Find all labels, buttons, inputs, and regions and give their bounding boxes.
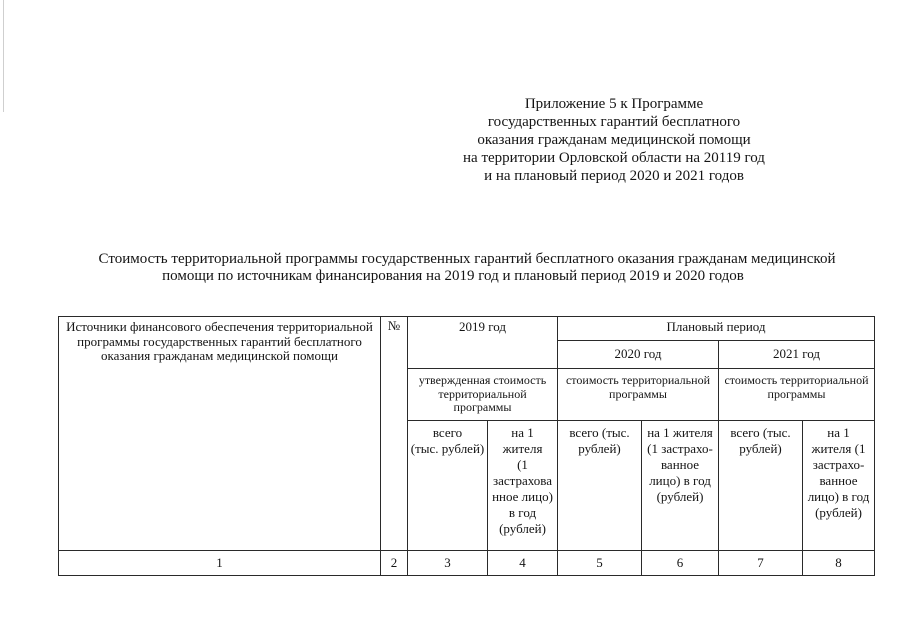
appendix-line: оказания гражданам медицинской помощи — [477, 132, 751, 148]
column-number-cell: 3 — [407, 550, 488, 576]
header-year-2020: 2020 год — [557, 340, 719, 369]
header-year-2019: 2019 год — [407, 316, 558, 369]
column-number-cell: 2 — [380, 550, 408, 576]
appendix-line: на территории Орловской области на 20119 год — [463, 150, 765, 166]
column-total-2019: всего (тыс. рублей) — [407, 420, 488, 551]
header-row-number: № — [380, 316, 408, 551]
column-number-cell: 6 — [641, 550, 719, 576]
column-per-resident-2021: на 1 жителя (1 застрахо- ванное лицо) в год (рублей) — [802, 420, 875, 551]
column-per-resident-2020: на 1 жителя (1 застрахо- ванное лицо) в год (рублей) — [641, 420, 719, 551]
appendix-header — [414, 95, 814, 185]
column-total-2020: всего (тыс. рублей) — [557, 420, 642, 551]
column-number-cell: 4 — [487, 550, 558, 576]
scan-edge-line — [3, 0, 4, 112]
header-plan-period: Плановый период — [557, 316, 875, 341]
appendix-line: Приложение 5 к Программе — [524, 96, 704, 112]
appendix-line: государственных гарантий бесплатного — [487, 114, 741, 130]
subheader-approved-cost-2019: утвержденная стоимость территориальной программы — [407, 368, 558, 421]
subheader-cost-2020: стоимость территориальной программы — [557, 368, 719, 421]
column-per-resident-2019: на 1 жителя (1 застрахова нное лицо) в год (рублей) — [487, 420, 558, 551]
appendix-line: и на плановый период 2020 и 2021 годов — [484, 168, 744, 184]
column-number-cell: 7 — [718, 550, 803, 576]
header-financing-sources: Источники финансового обеспечения территориальной программы государственных гарантий бесплатного оказания гражданам медицинской помощи — [58, 316, 381, 551]
subheader-cost-2021: стоимость территориальной программы — [718, 368, 875, 421]
document-title-line-2: помощи по источникам финансирования на 2019 год и плановый период 2019 и 2020 годов — [162, 268, 744, 284]
column-number-cell: 5 — [557, 550, 642, 576]
financing-table — [58, 316, 875, 576]
document-title-line-1: Стоимость территориальной программы государственных гарантий бесплатного оказания гражданам медицинской — [98, 251, 836, 267]
column-number-cell: 1 — [58, 550, 381, 576]
column-number-cell: 8 — [802, 550, 875, 576]
column-total-2021: всего (тыс. рублей) — [718, 420, 803, 551]
header-year-2021: 2021 год — [718, 340, 875, 369]
